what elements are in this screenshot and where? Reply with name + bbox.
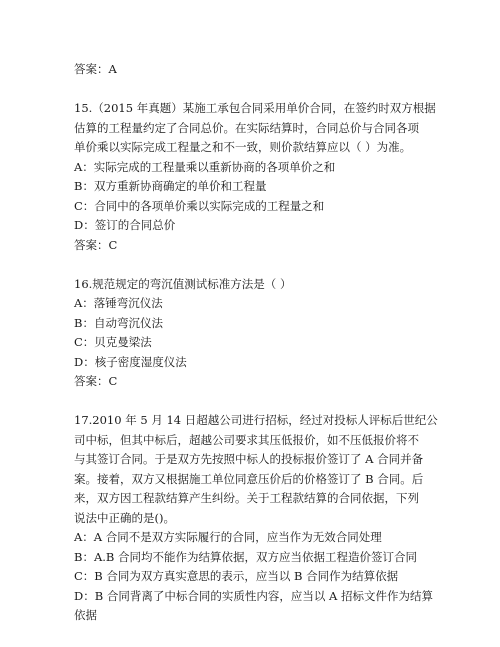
question-text: 说法中正确的是()。 (74, 510, 175, 525)
option-b: B：双方重新协商确定的单价和工程量 (74, 179, 267, 193)
spacer (74, 255, 434, 275)
question-text: 与其签订合同。于是双方先按照中标人的投标报价签订了 A 合同并备 (74, 452, 424, 466)
option-c: C：B 合同为双方真实意思的表示，应当以 B 合同作为结算依据 (74, 569, 399, 583)
question-text: 案。接着，双方又根据施工单位同意压价后的价格签订了 B 合同。后 (74, 471, 424, 486)
document-page (74, 60, 438, 626)
question-16 (74, 275, 434, 392)
option-d: D：核子密度湿度仪法 (74, 354, 187, 369)
option-d: D：签订的合同总价 (74, 218, 176, 232)
answer-line: 答案：C (74, 374, 118, 388)
option-b: B：A.B 合同均不能作为结算依据，双方应当依据工程造价签订合同 (74, 549, 418, 564)
option-a: A：A 合同不是双方实际履行的合同，应当作为无效合同处理 (74, 530, 382, 544)
question-text: 15.（2015 年真题）某施工承包合同采用单价合同，在签约时双方根据 (74, 101, 436, 115)
option-c: C：贝克曼梁法 (74, 335, 152, 349)
answer-line: 答案：C (74, 237, 118, 252)
option-b: B：自动弯沉仪法 (74, 315, 163, 330)
option-a: A：实际完成的工程量乘以重新协商的各项单价之和 (74, 159, 336, 174)
answer-line: 答案：A (74, 62, 117, 76)
spacer (74, 80, 434, 100)
question-text: 司中标，但其中标后，超越公司要求其压低报价，如不压低报价将不 (74, 432, 419, 447)
question-text: 16.规范规定的弯沉值测试标准方法是（ ） (74, 276, 292, 291)
question-15 (74, 99, 434, 255)
option-d-continued: 依据 (74, 608, 97, 622)
option-a: A：落锤弯沉仪法 (74, 296, 163, 310)
question-text: 17.2010 年 5 月 14 日超越公司进行招标，经过对投标人评标后世纪公 (74, 413, 438, 427)
question-text: 估算的工程量约定了合同总价。在实际结算时，合同总价与合同各项 (74, 120, 419, 135)
option-d: D：B 合同背离了中标合同的实质性内容，应当以 A 招标文件作为结算 (74, 588, 433, 603)
question-text: 单价乘以实际完成工程量之和不一致，则价款结算应以（ ）为准。 (74, 140, 412, 154)
option-c: C：合同中的各项单价乘以实际完成的工程量之和 (74, 198, 325, 213)
question-17 (74, 411, 438, 626)
question-text: 来，双方因工程款结算产生纠纷。关于工程款结算的合同依据，下列 (74, 491, 419, 505)
spacer (74, 392, 434, 412)
